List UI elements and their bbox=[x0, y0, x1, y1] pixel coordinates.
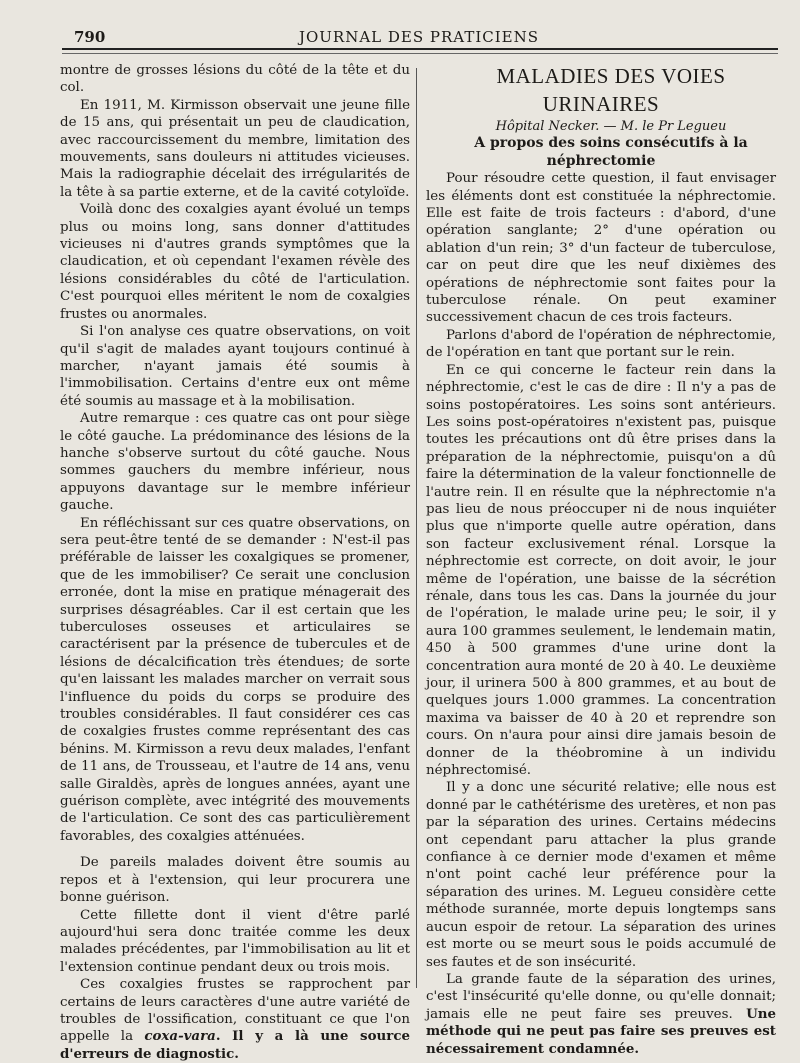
paragraph: En réfléchissant sur ces quatre observations, on sera peut-être tenté de se demander : N'est-il pas préférable de laisser les coxalgiques se promener, que de les immobiliser? Ce serait une conclusion erronée, dont la mise en pratique ménagerait des surprises désagréables. Car il est certain que les tuberculoses osseuses et articulaires se caractérisent par la présence de tubercules et de lésions de décalcification très étendues; de sorte qu'en laissant les malades marcher on verrait sous l'influence du poids du corps se produire des troubles considérables. Il faut considérer ces cas de coxalgies frustes comme représentant des cas bénins. M. Kirmisson a revu deux malades, l'enfant de 11 ans, de Trousseau, et l'autre de 14 ans, venu salle Giraldès, après de longues années, ayant une guérison complète, avec intégrité des mouvements de l'articulation. Ce sont des cas particulièrement favorables, des coxalgies atténuées. bbox=[60, 515, 410, 844]
coxa-vara-term: coxa-vara bbox=[144, 1028, 216, 1045]
page-header bbox=[60, 22, 778, 48]
paragraph: De pareils malades doivent être soumis au repos et à l'extension, qui leur procurera une bonne guérison. bbox=[60, 855, 410, 906]
journal-title: JOURNAL DES PRATICIENS bbox=[298, 28, 540, 46]
right-column bbox=[426, 62, 776, 1058]
closing-lead: Ces coxalgies frustes se rapprochent par certains de leurs caractères d'une autre variété de troubles de l'ossification, constituant ce que l'on appelle la bbox=[60, 977, 410, 1045]
paragraph: Voilà donc des coxalgies ayant évolué un temps plus ou moins long, sans donner d'attitudes vicieuses ni d'autres grands symptômes que la claudication, et où cependant l'examen révèle des lésions considérables du côté de l'articulation. C'est pourquoi elles méritent le nom de coxalgies frustes ou anormales. bbox=[60, 202, 410, 322]
paragraph: Si l'on analyse ces quatre observations, on voit qu'il s'agit de malades ayant toujours continué à marcher, n'ayant jamais été soumis à l'immobilisation. Certains d'entre eux ont même été soumis au massage et à la mobilisation. bbox=[60, 324, 410, 409]
hospital-line: Hôpital Necker. — M. le Pr Legueu bbox=[495, 119, 727, 134]
paragraph: Cette fillette dont il vient d'être parlé aujourd'hui sera donc traitée comme les deux malades précédentes, par l'immobilisation au lit et l'extension continue pendant deux ou trois mois. bbox=[60, 907, 410, 975]
header-rule-thin bbox=[62, 53, 778, 54]
closing-bold: Une méthode qui ne peut pas faire ses preuves est nécessairement condamnée. bbox=[426, 1005, 776, 1057]
paragraph: Autre remarque : ces quatre cas ont pour siège le côté gauche. La prédominance des lésions de la hanche s'observe surtout du côté gauche. Nous sommes gauchers du membre inférieur, nous appuyons davantage sur le membre inférieur gauche. bbox=[60, 411, 410, 514]
paragraph: Parlons d'abord de l'opération de néphrectomie, de l'opération en tant que portant sur le rein. bbox=[426, 327, 776, 361]
paragraph: montre de grosses lésions du côté de la tête et du col. bbox=[60, 63, 410, 96]
page-number: 790 bbox=[74, 28, 106, 46]
paragraph: Il y a donc une sécurité relative; elle nous est donné par le cathétérisme des uretères, et non pas par la séparation des urines. Certains médecins ont cependant paru attacher la plus grande confiance à ce dernier mode d'examen et même n'ont point caché leur préférence pour la séparation des urines. M. Legueu considère cette méthode surannée, morte depuis longtemps sans aucun espoir de retour. La séparation des urines est morte ou se meurt sous le poids accumulé de ses fautes et de son insécurité. bbox=[426, 780, 776, 970]
closing-tail: . Il y a là une source d'erreurs de diagnostic. bbox=[60, 1028, 410, 1062]
header-rule bbox=[62, 48, 778, 50]
section-title: MALADIES DES VOIES URINAIRES bbox=[496, 64, 726, 116]
article-subhead: A propos des soins consécutifs à la néphrectomie bbox=[474, 135, 748, 169]
closing-paragraph bbox=[426, 971, 776, 1058]
column-divider bbox=[416, 68, 417, 988]
closing-paragraph bbox=[60, 976, 410, 1063]
paragraph: Pour résoudre cette question, il faut envisager les éléments dont est constituée la néphrectomie. Elle est faite de trois facteurs : d'abord, d'une opération sanglante; 2° d'une opération ou ablation d'un rein; 3° d'un facteur de tuberculose, car on peut dire que les neuf dixièmes des opérations de néphrectomie sont faites pour la tuberculose rénale. On peut examiner successivement chacun de ces trois facteurs. bbox=[426, 171, 776, 326]
closing-lead: La grande faute de la séparation des urines, c'est l'insécurité qu'elle donne, ou qu'elle donnait; jamais elle ne peut faire ses preuves. bbox=[426, 971, 776, 1022]
left-column bbox=[60, 62, 410, 1063]
paragraph: En 1911, M. Kirmisson observait une jeune fille de 15 ans, qui présentait un peu de claudication, avec raccourcissement du membre, limitation des mouvements, sans douleurs ni attitudes vicieuses. Mais la radiographie décelait des irrégularités de la tête à sa partie externe, et de la cavité cotyloïde. bbox=[60, 97, 410, 200]
paragraph: En ce qui concerne le facteur rein dans la néphrectomie, c'est le cas de dire : Il n'y a pas de soins postopératoires. Les soins sont antérieurs. Les soins post-opératoires n'existent pas, puisque toutes les précautions ont dû être prises dans la préparation de la néphrectomie, puisqu'on a dû faire la détermination de la valeur fonctionnelle de l'autre rein. Il en résulte que la néphrectomie n'a pas lieu de nous préoccuper ni de nous inquiéter plus que n'importe quelle autre opération, dans son facteur exclusivement rénal. Lorsque la néphrectomie est correcte, on doit avoir, le jour même de l'opération, une baisse de la sécrétion rénale, dans tous les cas. Dans la journée du jour de l'opération, le malade urine peu; le soir, il y aura 100 grammes seulement, le lendemain matin, 450 à 500 grammes d'une urine dont la concentration aura monté de 20 à 40. Le deuxième jour, il urinera 500 à 800 grammes, et au bout de quelques jours 1.000 grammes. La concentration maxima va baisser de 40 à 20 et reprendre son cours. On n'aura pour ainsi dire jamais besoin de donner de la théobromine à un individu néphrectomisé. bbox=[426, 362, 776, 779]
